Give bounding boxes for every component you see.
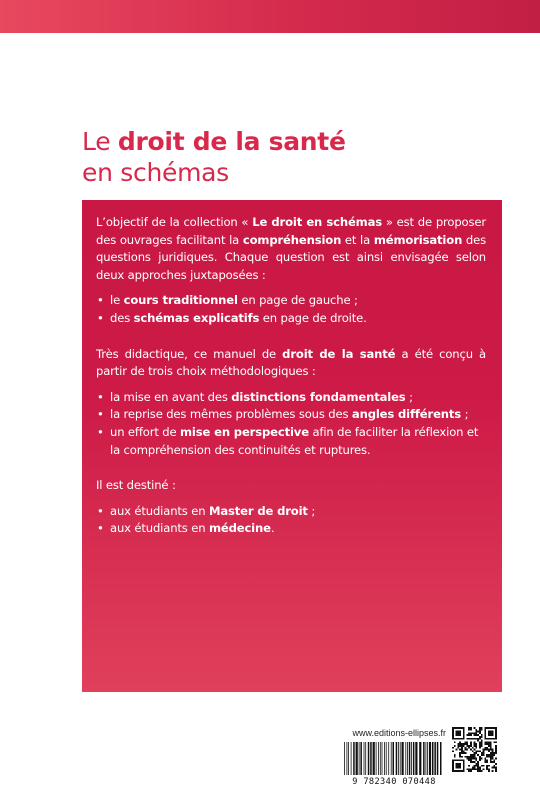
item-text: .: [270, 521, 275, 536]
item-text: un effort de: [110, 424, 180, 439]
didactic-text-1: Très didactique, ce manuel de: [96, 346, 283, 361]
title-line-2: en schémas: [82, 158, 229, 187]
list-item: [96, 406, 486, 424]
keyword-comprehension: compréhension: [242, 232, 342, 247]
top-color-band: [0, 0, 540, 33]
item-text: en page de droite.: [259, 310, 367, 325]
qr-code: [452, 727, 497, 772]
item-text: afin de faciliter la réflexion et la compréhension des continuités et ruptures.: [110, 424, 479, 457]
item-text: le: [110, 293, 124, 308]
title-prefix: Le: [82, 127, 118, 156]
didactic-paragraph: [96, 346, 486, 381]
intro-text-3: et la: [341, 232, 374, 247]
item-bold: angles différents: [351, 407, 462, 422]
item-bold: médecine: [208, 521, 271, 536]
list-item: [96, 310, 486, 328]
audience-list: [96, 503, 486, 538]
approaches-list: [96, 292, 486, 327]
item-text: aux étudiants en: [110, 521, 209, 536]
list-item: [96, 424, 486, 459]
item-bold: schémas explicatifs: [133, 310, 260, 325]
book-title: [82, 126, 346, 188]
audience-intro: Il est destiné :: [96, 478, 176, 493]
choices-list: [96, 389, 486, 459]
list-item: [96, 520, 486, 538]
item-text: ;: [307, 503, 316, 518]
intro-paragraph: [96, 214, 486, 284]
keyword-memorisation: mémorisation: [373, 232, 463, 247]
intro-text-4: des questions juridiques. Chaque question est ainsi envisagée selon deux approches juxtaposées :: [96, 232, 486, 282]
item-text: en page de gauche ;: [237, 293, 358, 308]
intro-text-1: L’objectif de la collection «: [96, 215, 253, 229]
list-item: [96, 503, 486, 521]
intro-text-2: » est de proposer des ouvrages facilitant la: [96, 215, 486, 247]
title-bold: droit de la santé: [117, 127, 346, 156]
title-line-1: [82, 126, 346, 157]
keyword-subject: droit de la santé: [282, 346, 396, 361]
item-bold: distinctions fondamentales: [231, 389, 406, 404]
list-item: [96, 389, 486, 407]
item-text: ;: [405, 389, 413, 404]
isbn-barcode: [336, 742, 446, 786]
item-text: des: [110, 310, 134, 325]
item-bold: mise en perspective: [180, 424, 309, 439]
item-bold: Master de droit: [208, 503, 308, 518]
publisher-website[interactable]: www.editions-ellipses.fr: [352, 728, 446, 738]
didactic-text-2: a été conçu à partir de trois choix méthodologiques :: [96, 346, 487, 379]
description-panel: [82, 200, 502, 692]
item-text: la mise en avant des: [110, 389, 232, 404]
item-bold: cours traditionnel: [123, 293, 238, 308]
item-text: la reprise des mêmes problèmes sous des: [110, 407, 352, 422]
isbn-digits: 9 782340 070448: [352, 777, 436, 786]
item-text: aux étudiants en: [110, 503, 209, 518]
collection-name: Le droit en schémas: [252, 215, 383, 229]
item-text: ;: [461, 407, 469, 422]
list-item: [96, 292, 486, 310]
